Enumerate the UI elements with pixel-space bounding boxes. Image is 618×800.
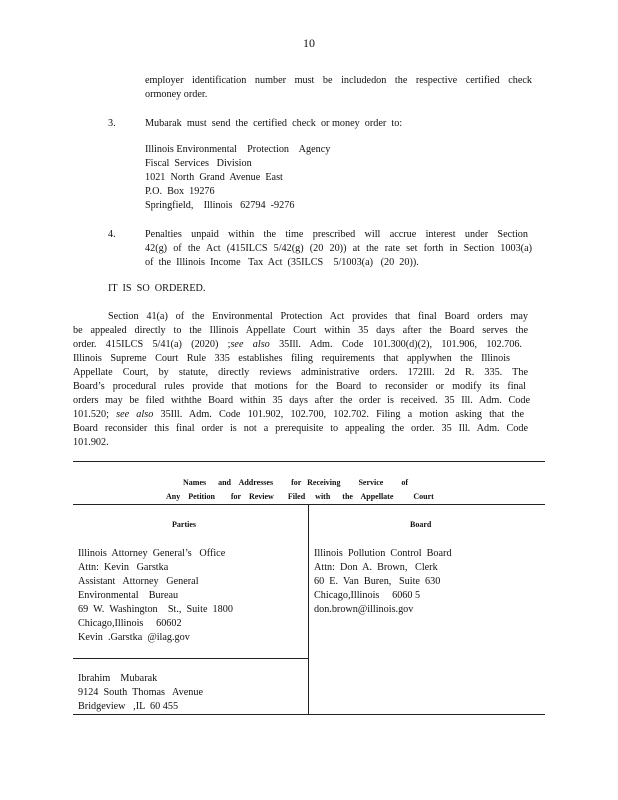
table-top-rule bbox=[73, 461, 545, 462]
appeal-line-5: Appellate Court, by statute, directly reviews administrative orders. 172Ill. 2d R. 335. The bbox=[73, 367, 528, 378]
appeal-line-8-start: 101.520; bbox=[73, 409, 109, 420]
appeal-line-6: Board’s procedural rules provide that motions for the Board to reconsider or modify its final bbox=[73, 381, 526, 392]
board-line-4: Chicago,Illinois 6060 5 bbox=[314, 590, 421, 601]
address-line-4: P.O. Box 19276 bbox=[145, 186, 215, 197]
appeal-line-3 bbox=[73, 338, 522, 352]
attorney-general-line-6: Chicago,Illinois 60602 bbox=[78, 618, 182, 629]
appeal-line-8-rest: 35Ill. Adm. Code 101.902, 102.700, 102.702. Filing a motion asking that the bbox=[160, 409, 524, 420]
attorney-general-line-3: Assistant Attorney General bbox=[78, 576, 199, 587]
respondent-line-3: Bridgeview ,IL 60 455 bbox=[78, 701, 179, 712]
item-4-line-3: of the Illinois Income Tax Act (35ILCS 5/1003(a) (20 20)). bbox=[145, 257, 419, 268]
board-line-3: 60 E. Van Buren, Suite 630 bbox=[314, 576, 441, 587]
see-also-2: see also bbox=[116, 409, 154, 420]
cont-word-1: employer bbox=[145, 75, 184, 86]
board-header: Board bbox=[410, 520, 432, 529]
table-column-divider bbox=[308, 504, 309, 715]
attorney-general-line-2: Attn: Kevin Garstka bbox=[78, 562, 169, 573]
appeal-line-9: Board reconsider this final order is not a prerequisite to appealing the order. 35 Ill. Adm. Code bbox=[73, 423, 528, 434]
board-email: don.brown@illinois.gov bbox=[314, 604, 414, 615]
parties-header: Parties bbox=[172, 520, 196, 529]
cont-word-5: check bbox=[508, 75, 532, 86]
table-bottom-rule bbox=[73, 714, 545, 715]
item-4-number: 4. bbox=[108, 229, 116, 240]
appeal-line-8 bbox=[73, 408, 524, 422]
item-3-text: Mubarak must send the certified check or money order to: bbox=[145, 118, 403, 129]
respondent-line-1: Ibrahim Mubarak bbox=[78, 673, 158, 684]
so-ordered: IT IS SO ORDERED. bbox=[108, 283, 206, 294]
appeal-line-4: Illinois Supreme Court Rule 335 establishes filing requirements that applywhen the Illinois bbox=[73, 353, 510, 364]
address-line-2: Fiscal Services Division bbox=[145, 158, 252, 169]
cont-word-3: number must be includedon bbox=[254, 75, 387, 86]
page-number: 10 bbox=[303, 36, 315, 50]
item-3-number: 3. bbox=[108, 118, 116, 129]
continuation-line-1 bbox=[145, 74, 532, 88]
cont-word-2: identification bbox=[192, 75, 247, 86]
table-header-rule bbox=[73, 504, 545, 505]
appeal-line-10: 101.902. bbox=[73, 437, 109, 448]
attorney-general-line-4: Environmental Bureau bbox=[78, 590, 179, 601]
respondent-line-2: 9124 South Thomas Avenue bbox=[78, 687, 203, 698]
appeal-line-2: be appealed directly to the Illinois Appellate Court within 35 days after the Board serves the bbox=[73, 325, 528, 336]
board-line-1: Illinois Pollution Control Board bbox=[314, 548, 452, 559]
table-header-line-1: Names and Addresses for Receiving Service of bbox=[183, 478, 409, 487]
appeal-line-7: orders may be filed withthe Board within 35 days after the order is received. 35 Ill. Adm. Code bbox=[73, 395, 530, 406]
cont-word-4: the respective certified bbox=[394, 75, 500, 86]
appeal-line-3-rest: 35Ill. Adm. Code 101.300(d)(2), 101.906, 102.706. bbox=[279, 339, 522, 350]
item-4-line-1: Penalties unpaid within the time prescribed will accrue interest under Section bbox=[145, 229, 528, 240]
appeal-line-1: Section 41(a) of the Environmental Protection Act provides that final Board orders may bbox=[108, 311, 528, 322]
board-line-2: Attn: Don A. Brown, Clerk bbox=[314, 562, 438, 573]
continuation-line-2: ormoney order. bbox=[145, 89, 208, 100]
parties-divider bbox=[73, 658, 308, 659]
table-header-line-2: Any Petition for Review Filed with the Appellate Court bbox=[166, 492, 434, 501]
address-line-5: Springfield, Illinois 62794 -9276 bbox=[145, 200, 295, 211]
attorney-general-line-5: 69 W. Washington St., Suite 1800 bbox=[78, 604, 233, 615]
address-line-1: Illinois Environmental Protection Agency bbox=[145, 144, 331, 155]
see-also-1: see also bbox=[230, 339, 270, 350]
item-4-line-2: 42(g) of the Act (415ILCS 5/42(g) (20 20)) at the rate set forth in Section 1003(a) bbox=[145, 243, 532, 254]
attorney-general-line-1: Illinois Attorney General’s Office bbox=[78, 548, 226, 559]
appeal-line-3-start: order. 415ILCS 5/41(a) (2020) ; bbox=[73, 339, 231, 350]
address-line-3: 1021 North Grand Avenue East bbox=[145, 172, 283, 183]
attorney-general-email: Kevin .Garstka @ilag.gov bbox=[78, 632, 190, 643]
